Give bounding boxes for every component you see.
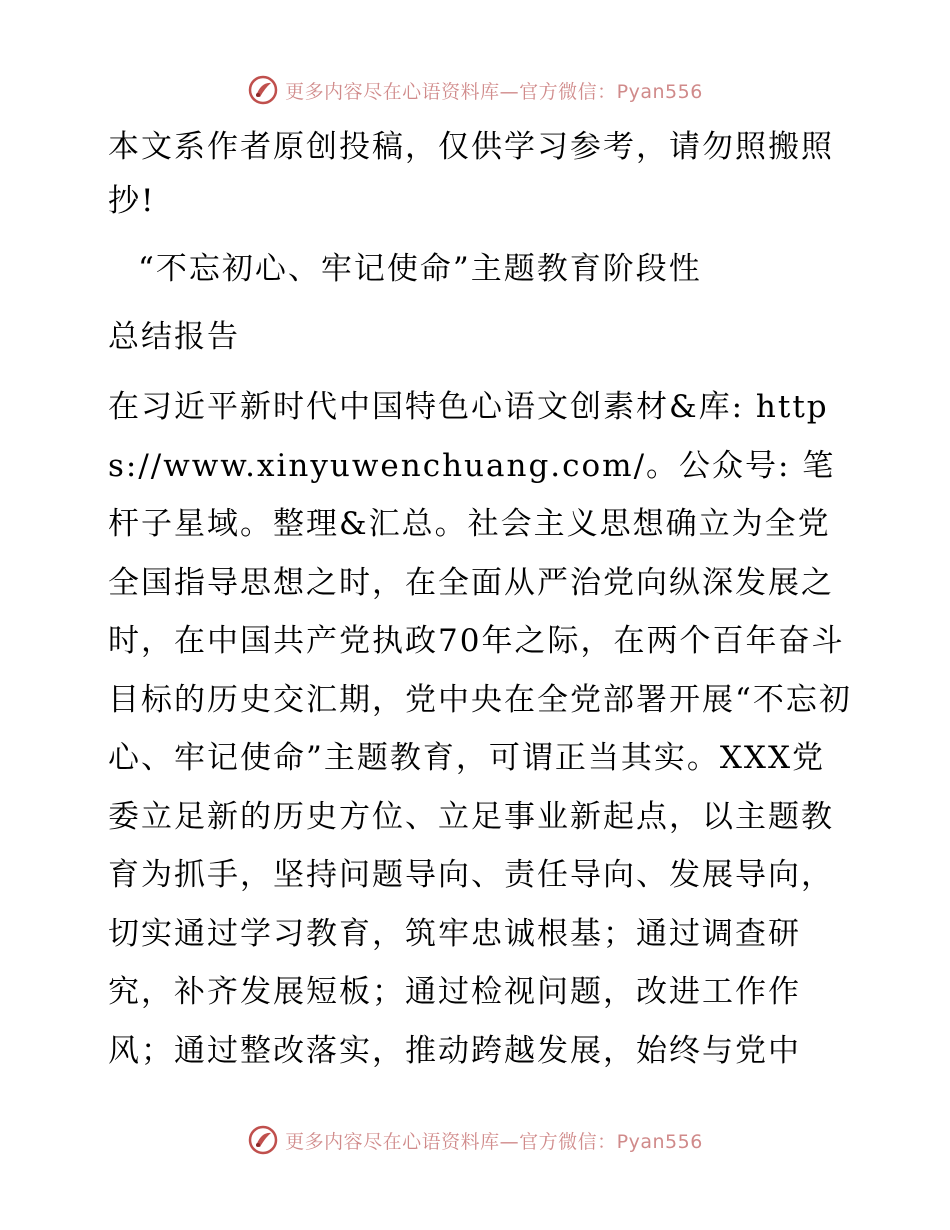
body-paragraph: 在习近平新时代中国特色心语文创素材&库: https://www.xinyuwenchuang.com/。公众号: 笔杆子星域。整理&汇总。社会主义思想确立为全党全国指导思想之时，在全面从严治党向纵深发展之时，在中国共产党执政70年之际，在两个百年奋斗目标的历史交汇期，党中央在全党部署开展“不忘初心、牢记使命”主题教育，可谓正当其实。XXX党委立足新的历史方位、立足事业新起点，以主题教育为抓手，坚持问题导向、责任导向、发展导向，切实通过学习教育，筑牢忠诚根基；通过调查研究，补齐发展短板；通过检视问题，改进工作作风；通过整改落实，推动跨越发展，始终与党中 bbox=[108, 389, 852, 1069]
header-watermark bbox=[0, 70, 950, 110]
watermark-text: 更多内容尽在心语资料库—官方微信：Pyan556 bbox=[285, 1130, 703, 1153]
footer-watermark bbox=[0, 1120, 950, 1160]
document-body bbox=[98, 120, 858, 1080]
watermark-text: 更多内容尽在心语资料库—官方微信：Pyan556 bbox=[285, 80, 703, 103]
copyright-notice: 本文系作者原创投稿，仅供学习参考，请勿照搬照抄! bbox=[108, 129, 834, 219]
brand-logo-icon bbox=[247, 74, 279, 106]
brand-logo-icon bbox=[247, 1124, 279, 1156]
document-title-line-2: 总结报告 bbox=[108, 319, 240, 355]
document-title-line-1: “不忘初心、牢记使命”主题教育阶段性 bbox=[138, 251, 702, 287]
